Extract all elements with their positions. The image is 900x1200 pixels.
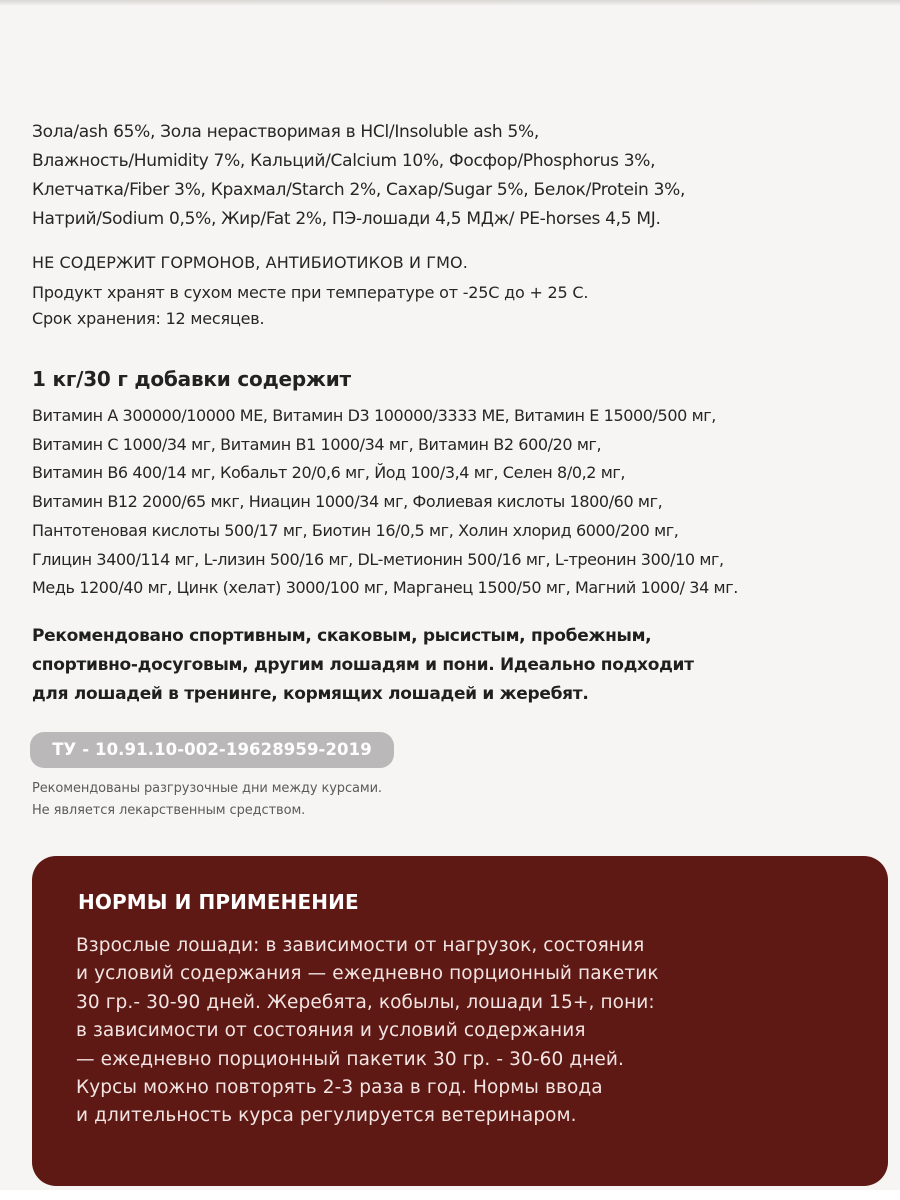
no-hormones-notice: НЕ СОДЕРЖИТ ГОРМОНОВ, АНТИБИОТИКОВ И ГМО. — [32, 253, 468, 272]
vitamins-line: Витамин С 1000/34 мг, Витамин В1 1000/34 мг, Витамин В2 600/20 мг, — [32, 434, 602, 454]
usage-line: 30 гр.- 30-90 дней. Жеребята, кобылы, лошади 15+, пони: — [76, 991, 655, 1013]
recommendation-line: Рекомендовано спортивным, скаковым, рысистым, пробежным, — [32, 626, 652, 646]
vitamins-line: Витамин В12 2000/65 мкг, Ниацин 1000/34 мг, Фолиевая кислоты 1800/60 мг, — [32, 492, 663, 512]
usage-line: в зависимости от состояния и условий содержания — [76, 1020, 586, 1042]
usage-panel — [32, 856, 888, 1186]
recommendation-line: для лошадей в тренинге, кормящих лошадей и жеребят. — [32, 684, 589, 704]
vitamins-line: Пантотеновая кислоты 500/17 мг, Биотин 16/0,5 мг, Холин хлорид 6000/200 мг, — [32, 520, 679, 540]
usage-line: Курсы можно повторять 2-3 раза в год. Нормы ввода — [76, 1077, 603, 1099]
usage-line: и длительность курса регулируется ветеринаром. — [76, 1105, 577, 1127]
small-notes — [32, 778, 882, 822]
vitamins-line: Глицин 3400/114 мг, L-лизин 500/16 мг, DL-метионин 500/16 мг, L-треонин 300/10 мг, — [32, 549, 724, 569]
usage-title: НОРМЫ И ПРИМЕНЕНИЕ — [78, 890, 359, 914]
composition-section — [32, 118, 882, 234]
recommendation-section — [32, 622, 882, 709]
usage-line: и условий содержания — ежедневно порционный пакетик — [76, 963, 659, 985]
recommendation-line: спортивно-досуговым, другим лошадям и пони. Идеально подходит — [32, 655, 694, 675]
usage-line: — ежедневно порционный пакетик 30 гр. - 30-60 дней. — [76, 1048, 625, 1070]
top-edge-shadow — [0, 0, 900, 6]
not-medicine-note: Не является лекарственным средством. — [32, 803, 306, 818]
usage-text — [76, 932, 659, 1131]
notice-section — [32, 250, 882, 332]
vitamins-line: Витамин В6 400/14 мг, Кобальт 20/0,6 мг, Йод 100/3,4 мг, Селен 8/0,2 мг, — [32, 463, 626, 483]
storage-conditions: Продукт хранят в сухом месте при температуре от -25С до + 25 С. — [32, 283, 589, 302]
usage-line: Взрослые лошади: в зависимости от нагрузок, состояния — [76, 935, 645, 956]
composition-line: Клетчатка/Fiber 3%, Крахмал/Starch 2%, Сахар/Sugar 5%, Белок/Protein 3%, — [32, 180, 686, 200]
composition-line: Зола/ash 65%, Зола нерастворимая в HCl/Insoluble ash 5%, — [32, 122, 539, 142]
composition-line: Натрий/Sodium 0,5%, Жир/Fat 2%, ПЭ-лошади 4,5 МДж/ PE-horses 4,5 MJ. — [32, 209, 661, 229]
vitamins-line: Медь 1200/40 мг, Цинк (хелат) 3000/100 мг, Марганец 1500/50 мг, Магний 1000/ 34 мг. — [32, 578, 738, 598]
bottom-edge — [0, 1190, 900, 1200]
tu-standard-badge: ТУ - 10.91.10-002-19628959-2019 — [30, 732, 394, 768]
composition-line: Влажность/Humidity 7%, Кальций/Calcium 10%, Фосфор/Phosphorus 3%, — [32, 151, 656, 171]
vitamins-line: Витамин А 300000/10000 МЕ, Витамин D3 100000/3333 МЕ, Витамин Е 15000/500 мг, — [32, 406, 716, 425]
vitamins-list — [32, 402, 882, 603]
unloading-days-note: Рекомендованы разгрузочные дни между курсами. — [32, 781, 382, 796]
vitamins-heading: 1 кг/30 г добавки содержит — [32, 367, 351, 391]
shelf-life: Срок хранения: 12 месяцев. — [32, 309, 265, 328]
